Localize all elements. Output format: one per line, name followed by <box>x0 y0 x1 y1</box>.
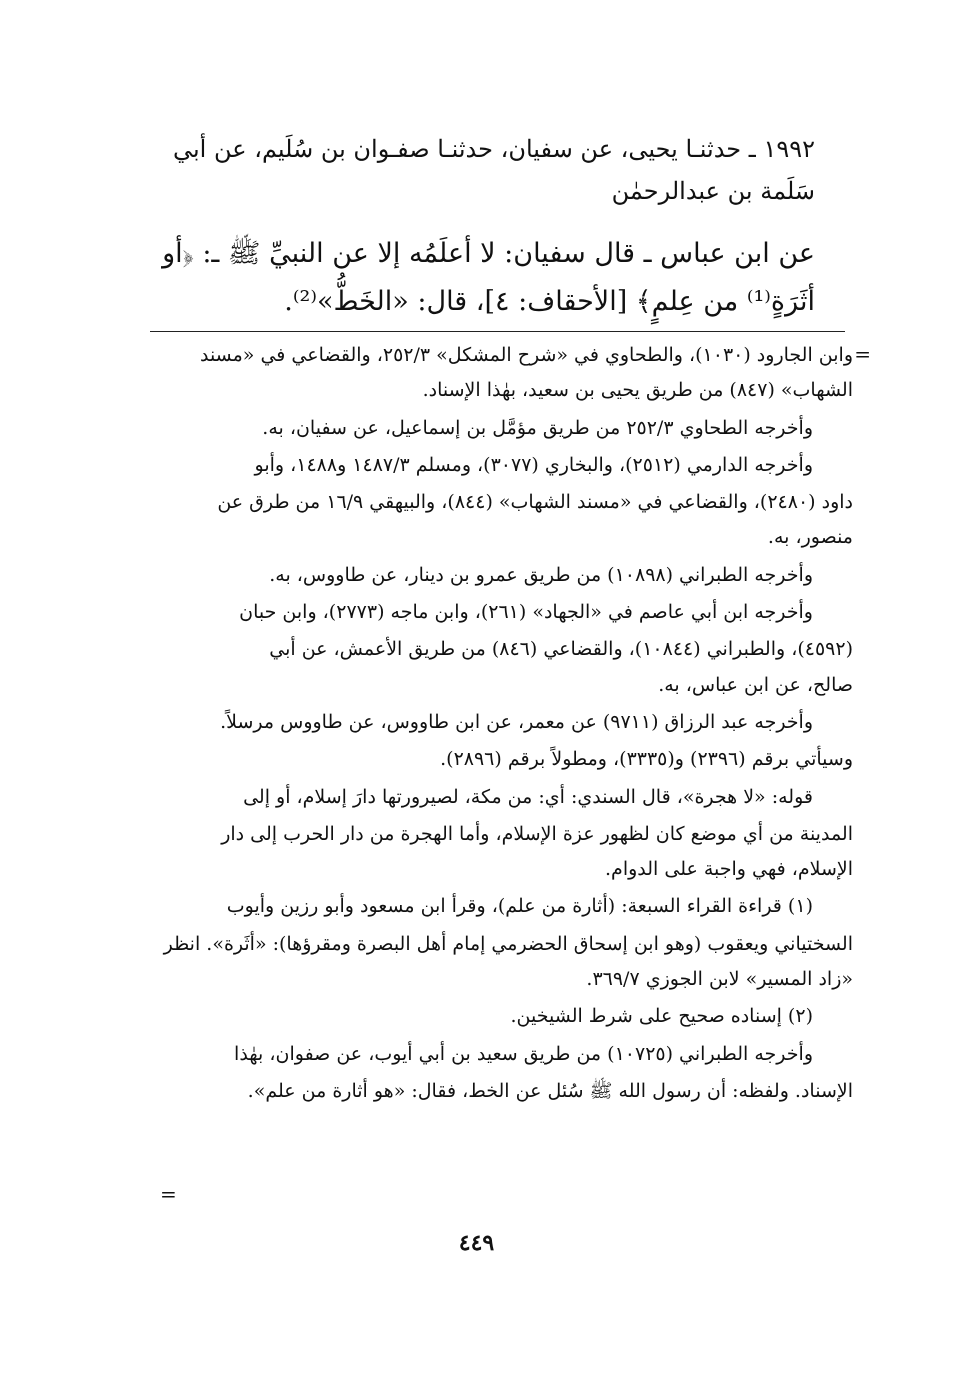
footnote-separator <box>150 331 845 332</box>
hadith-line: ١٩٩٢ ـ حدثنـا يحيى، عن سفيان، حدثنـا صفـوان بن سُلَيم، عن أبي <box>173 135 815 163</box>
footnote-line: وأخرجه الطبراني (١٠٧٢٥) من طريق سعيد بن أبي أيوب، عن صفوان، بهٰذا <box>234 1042 813 1065</box>
matn-line: أثَرَةٍ⁽¹⁾ من عِلمٍ﴾ [الأحقاف: ٤]، قال: «الخَطُّ»⁽²⁾. <box>284 286 815 317</box>
continuation-mark-bottom: = <box>160 1182 177 1206</box>
footnote-line: (١) قراءة القراء السبعة: (أثارة من علم)، وقرأ ابن مسعود وأبو رزين وأيوب <box>226 895 813 918</box>
footnote-paragraph <box>143 1037 853 1072</box>
footnote-line: السختياني ويعقوب (وهو ابن إسحاق الحضرمي إمام أهل البصرة ومقرؤها): «أثَرة». انظر <box>163 932 853 955</box>
footnote-line: الإسلام، فهي واجبة على الدوام. <box>605 858 853 881</box>
footnote-paragraph <box>143 338 853 409</box>
footnote-paragraph <box>143 558 853 593</box>
footnote-paragraph <box>143 780 853 815</box>
footnote-line: (٤٥٩٢)، والطبراني (١٠٨٤٤)، والقضاعي (٨٤٦) من طريق الأعمش، عن أبي <box>269 638 853 661</box>
hadith-line: سَلَمة بن عبدالرحمٰن <box>611 177 815 205</box>
footnote-line: المدينة من أي موضع كان لظهور عزة الإسلام، وأما الهجرة من دار الحرب إلى دار <box>221 822 853 845</box>
footnote-2 <box>143 999 853 1034</box>
footnote-line: الإسناد. ولفظه: أن رسول الله ﷺ سُئل عن الخط، فقال: «هو أثارة من علم». <box>247 1079 853 1102</box>
page-number: ٤٤٩ <box>458 1230 495 1256</box>
footnote-paragraph <box>143 485 853 556</box>
footnote-line: قوله: «لا هجرة»، قال السندي: أي: من مكة، لصيرورتها دارَ إسلام، أو إلى <box>243 785 813 808</box>
footnote-paragraph <box>143 1074 853 1109</box>
footnote-line: الشهاب» (٨٤٧) من طريق يحيى بن سعيد، بهٰذا الإسناد. <box>422 379 853 402</box>
footnote-line: داود (٢٤٨٠)، والقضاعي في «مسند الشهاب» (٨٤٤)، والبيهقي ١٦/٩ من طرق عن <box>217 491 853 514</box>
footnote-paragraph <box>143 448 853 483</box>
footnote-line: وأخرجه الطحاوي ٢٥٢/٣ من طريق مؤمَّل بن إسماعيل، عن سفيان، به. <box>262 416 813 439</box>
footnote-paragraph <box>143 705 853 740</box>
footnote-line: منصور، به. <box>767 526 853 549</box>
footnote-1-continued <box>143 927 853 998</box>
footnote-paragraph <box>143 595 853 630</box>
footnote-line: وأخرجه عبد الرزاق (٩٧١١) عن معمر، عن ابن طاووس، عن طاووس مرسلاً. <box>220 710 813 733</box>
footnote-line: «زاد المسير» لابن الجوزي ٣٦٩/٧. <box>586 968 853 991</box>
continuation-mark-top: = <box>854 342 871 366</box>
footnote-line: صالح، عن ابن عباس، به. <box>658 673 853 696</box>
hadith-matn <box>115 230 815 326</box>
footnote-line: (٢) إسناده صحيح على شرط الشيخين. <box>510 1005 813 1028</box>
matn-line: عن ابن عباس ـ قال سفيان: لا أعلَمُه إلا عن النبيِّ ﷺ ـ: ﴿أو <box>162 238 815 269</box>
footnote-line: وسيأتي برقم (٢٣٩٦) و(٣٣٣٥)، ومطولاً برقم (٢٨٩٦). <box>440 748 853 771</box>
footnote-paragraph <box>143 817 853 888</box>
hadith-text <box>115 128 815 212</box>
footnote-line: وأخرجه الطبراني (١٠٨٩٨) من طريق عمرو بن دينار، عن طاووس، به. <box>269 563 813 586</box>
footnote-line: وابن الجارود (١٠٣٠)، والطحاوي في «شرح المشكل» ٢٥٢/٣، والقضاعي في «مسند <box>199 344 853 366</box>
footnote-paragraph <box>143 411 853 446</box>
footnote-paragraph <box>143 632 853 703</box>
footnotes <box>143 338 853 1111</box>
footnote-line: وأخرجه الدارمي (٢٥١٢)، والبخاري (٣٠٧٧)، ومسلم ١٤٨٧/٣ و١٤٨٨، وأبو <box>254 453 813 476</box>
footnote-line: وأخرجه ابن أبي عاصم في «الجهاد» (٢٦١)، وابن ماجه (٢٧٧٣)، وابن حبان <box>239 601 813 624</box>
footnote-1 <box>143 889 853 924</box>
footnote-paragraph <box>143 742 853 777</box>
